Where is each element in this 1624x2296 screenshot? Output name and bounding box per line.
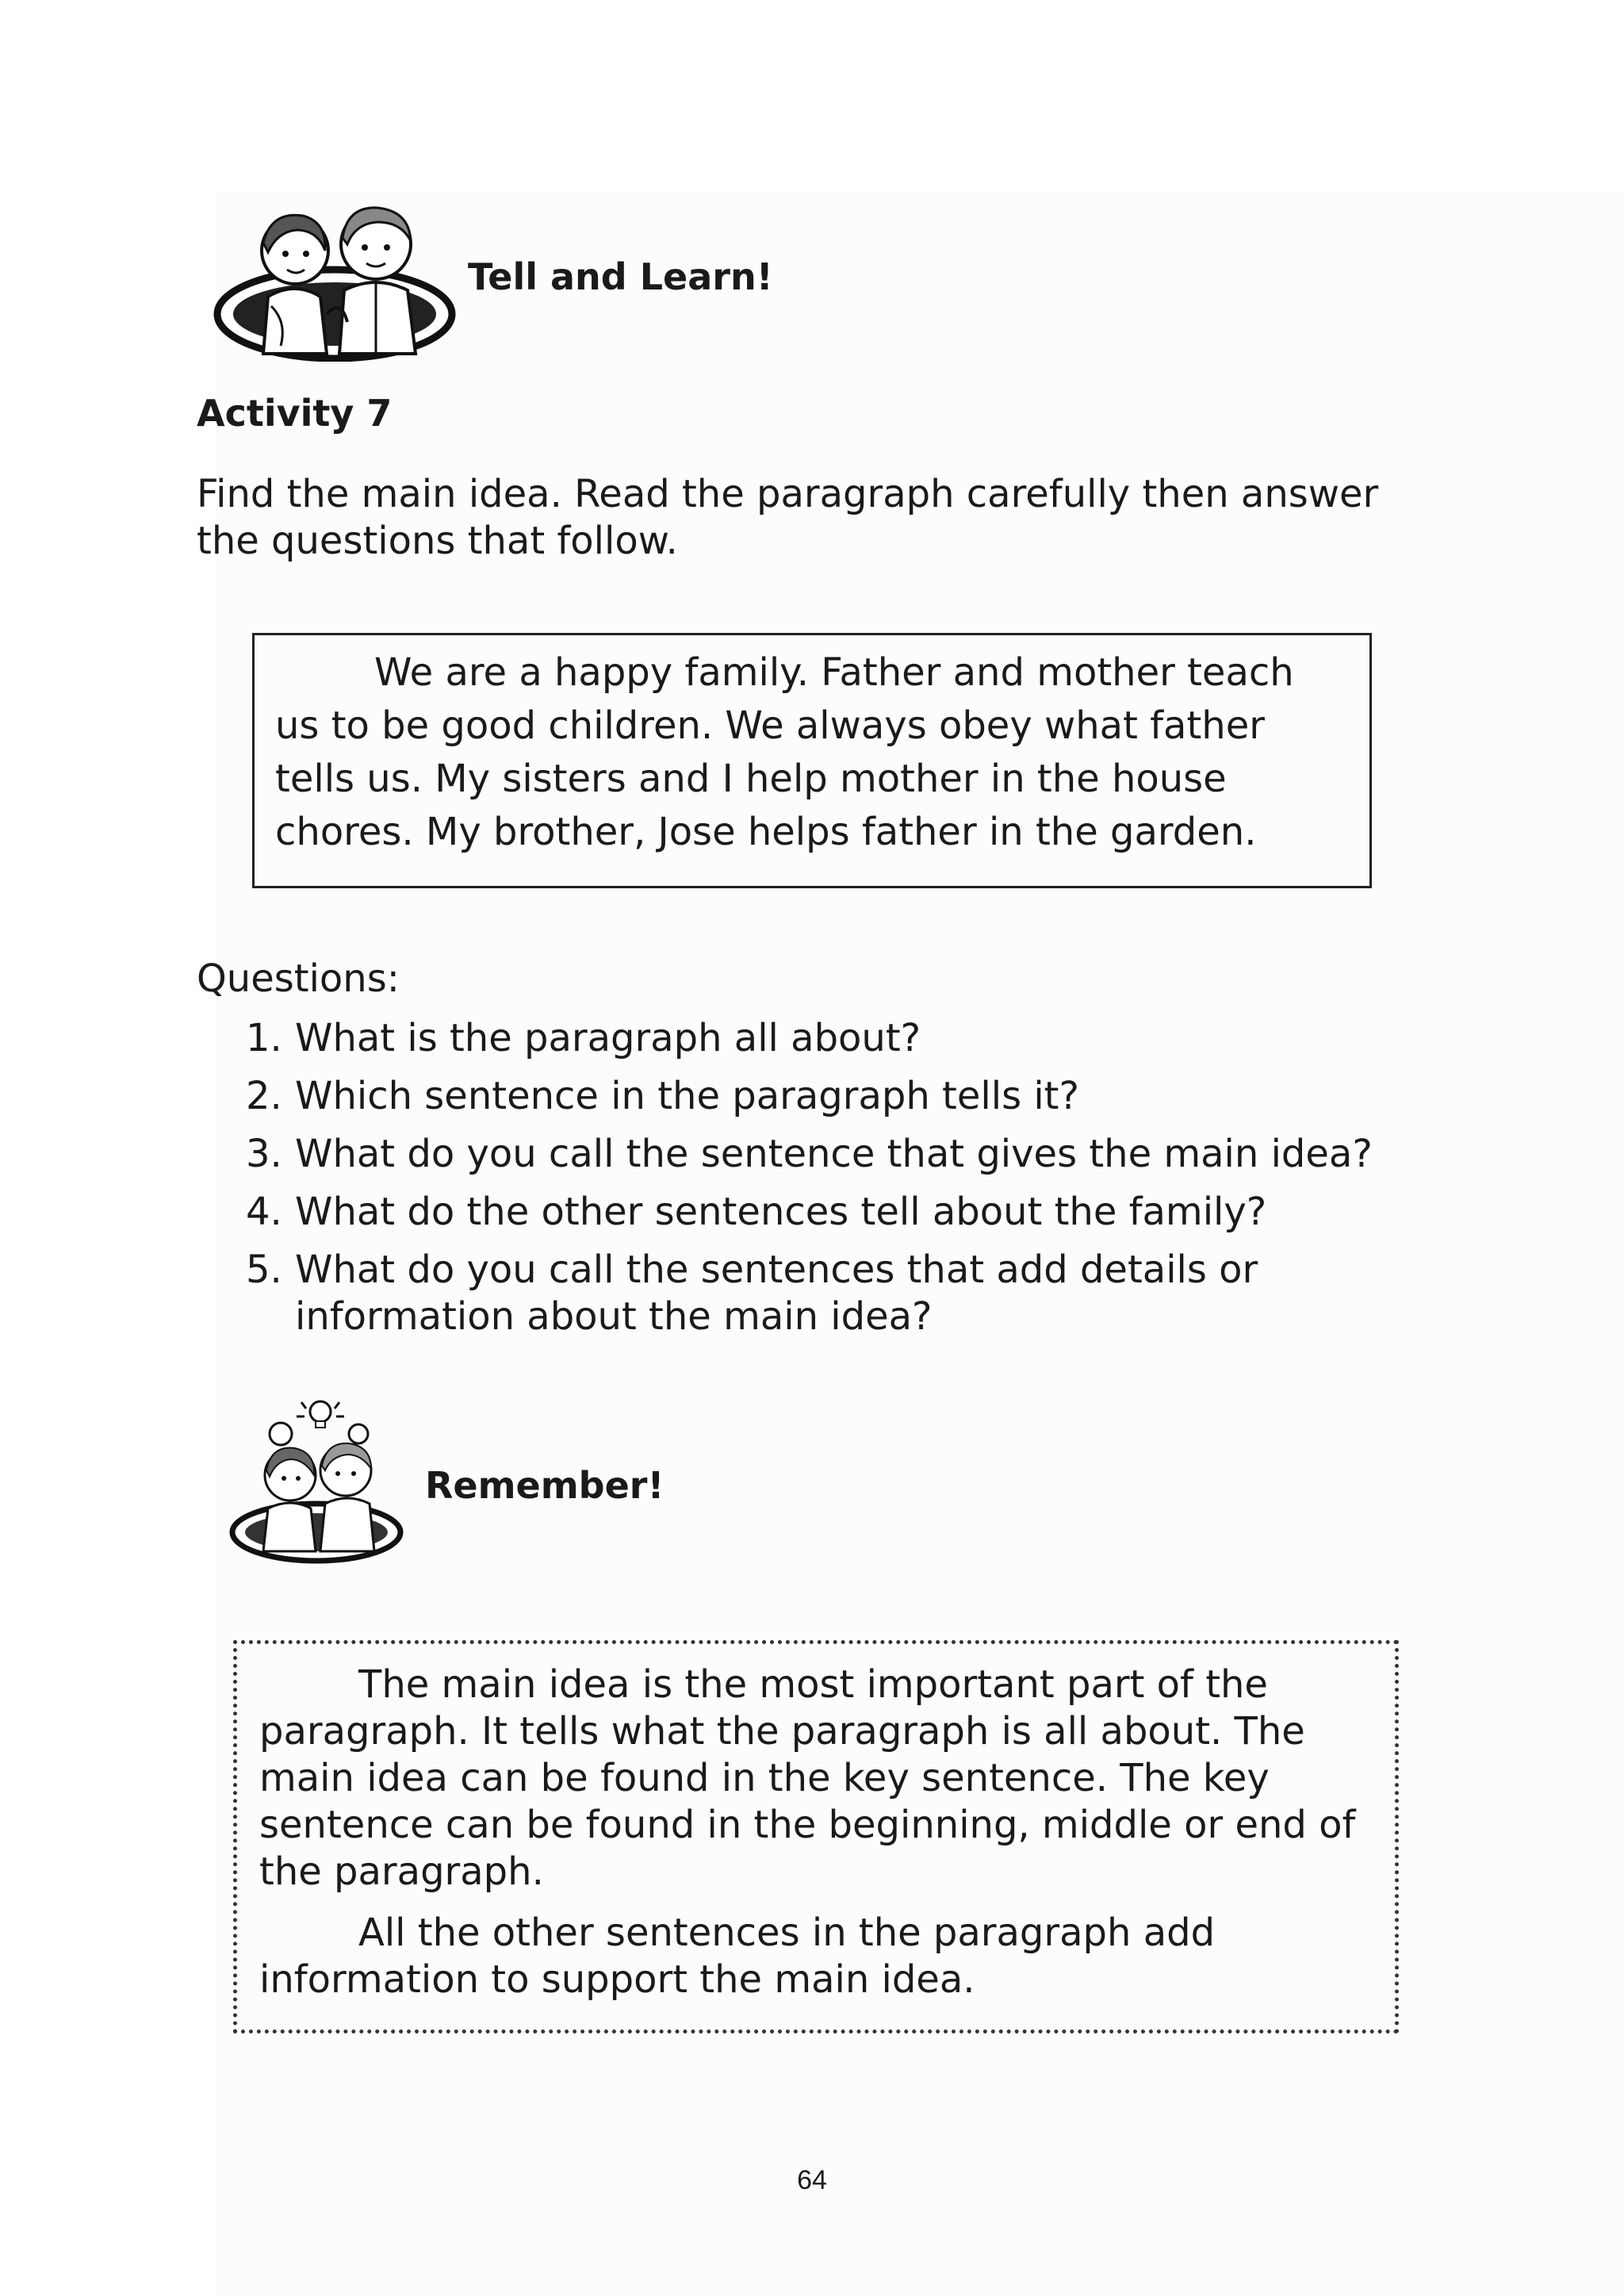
- children-lightbulb-icon: [225, 1393, 408, 1567]
- question-text: What is the paragraph all about?: [295, 1016, 921, 1060]
- activity-instructions: Find the main idea. Read the paragraph carefully then answer the questions that follow.: [197, 472, 1379, 563]
- question-item: [238, 1247, 1388, 1340]
- children-talking-illustration: [208, 195, 462, 362]
- questions-list: [238, 1015, 1388, 1351]
- family-paragraph-box: [252, 633, 1372, 888]
- page-number: 64: [797, 2165, 827, 2195]
- question-number: 3.: [246, 1132, 282, 1176]
- activity-title: Activity 7: [197, 392, 393, 435]
- question-item: [238, 1015, 1388, 1062]
- remember-paragraph-main-idea: The main idea is the most important part of the paragraph. It tells what the paragraph is all about. The main idea can be found in the key sentence. The key sentence can be found in the beginning, middle or end of the paragraph.: [259, 1662, 1356, 1894]
- remember-box: [233, 1640, 1399, 2033]
- question-text: What do you call the sentence that gives the main idea?: [295, 1132, 1373, 1176]
- question-number: 1.: [246, 1016, 282, 1060]
- question-item: [238, 1189, 1388, 1236]
- question-text: Which sentence in the paragraph tells it?: [295, 1074, 1079, 1118]
- question-number: 2.: [246, 1074, 282, 1118]
- question-item: [238, 1131, 1388, 1178]
- remember-paragraph-supporting: All the other sentences in the paragraph add information to support the main idea.: [259, 1911, 1216, 2002]
- question-text: What do the other sentences tell about the family?: [295, 1190, 1267, 1234]
- question-number: 4.: [246, 1190, 282, 1234]
- family-paragraph: We are a happy family. Father and mother teach us to be good children. We always obey what father tells us. My sisters and I help mother in the house chores. My brother, Jose helps father in the garden.: [275, 650, 1294, 854]
- question-item: [238, 1073, 1388, 1120]
- question-number: 5.: [246, 1248, 282, 1292]
- children-idea-illustration: [225, 1393, 408, 1567]
- children-talking-icon: [208, 195, 462, 362]
- questions-label: Questions:: [197, 956, 400, 1001]
- question-text: What do you call the sentences that add details or information about the main idea?: [295, 1248, 1258, 1339]
- remember-title: Remember!: [425, 1464, 665, 1507]
- tell-and-learn-title: Tell and Learn!: [468, 255, 773, 298]
